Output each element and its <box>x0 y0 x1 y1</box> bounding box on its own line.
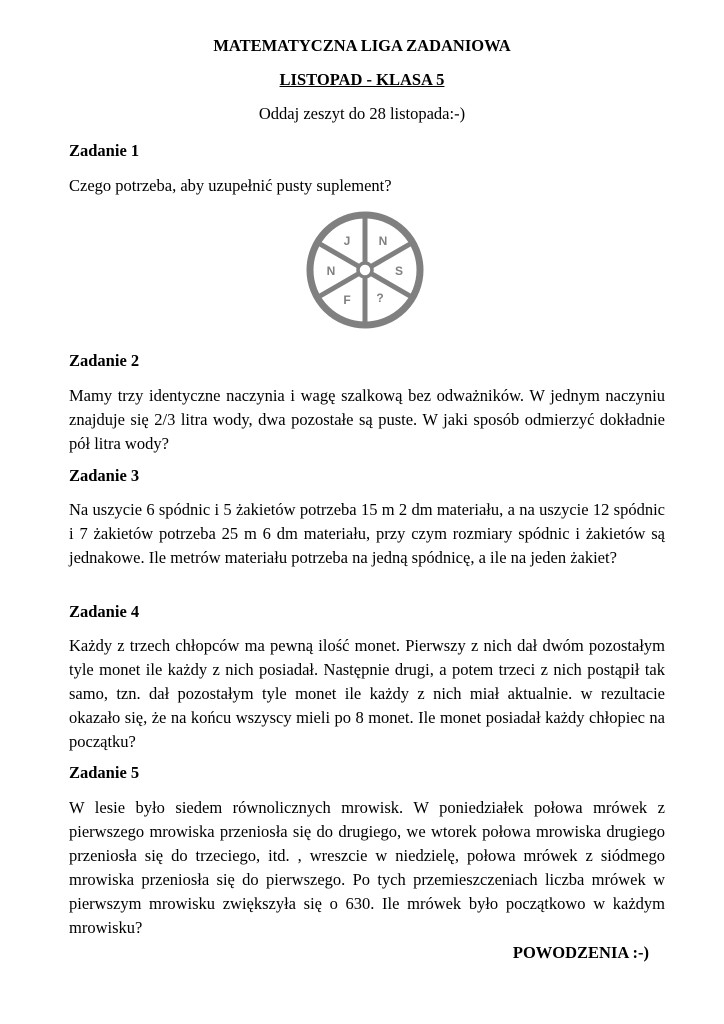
task-5-heading: Zadanie 5 <box>69 763 140 782</box>
task-2-text: Mamy trzy identyczne naczynia i wagę szalkową bez odważników. W jednym naczyniu znajduje się 2/3 litra wody, dwa pozostałe są puste. W jaki sposób odmierzyć dokładnie pół litra wody? <box>69 386 665 453</box>
wheel-hub <box>358 263 372 277</box>
task-5-text: W lesie było siedem równolicznych mrowisk. W poniedziałek połowa mrówek z pierwszego mrowiska przeniosła się do drugiego, we wtorek połowa mrowiska drugiego przeniosła się do trzeciego, itd. , wreszcie w niedzielę, połowa mrówek z siódmego mrowiska przeniosła się do pierwszego. Po tych przemieszczeniach liczba mrówek w pierwszym mrowisku zwiększyła się o 630. Ile mrówek było początkowo w każdym mrowisku? <box>69 798 665 937</box>
wheel-letter-2: N <box>378 234 388 248</box>
task-3-heading: Zadanie 3 <box>69 466 140 485</box>
wheel-letter-5: F <box>343 293 351 307</box>
task-4-heading: Zadanie 4 <box>69 602 140 621</box>
task-3-text: Na uszycie 6 spódnic i 5 żakietów potrzeba 15 m 2 dm materiału, a na uszycie 12 spódnic i 7 żakietów potrzeba 25 m 6 dm materiału, przy czym rozmiary spódnic i żakietów są jednakowe. Ile metrów materiału potrzeba na jedną spódnicę, a ile na jeden żakiet? <box>69 500 665 567</box>
wheel-letter-1: J <box>343 234 351 248</box>
deadline-note: Oddaj zeszyt do 28 listopada:-) <box>258 104 466 123</box>
task-2-heading: Zadanie 2 <box>69 351 140 370</box>
task-1-heading: Zadanie 1 <box>69 141 140 160</box>
task-4-text: Każdy z trzech chłopców ma pewną ilość monet. Pierwszy z nich dał dwóm pozostałym tyle monet ile każdy z nich posiadał. Następnie drugi, a potem trzeci z nich postąpił tak samo, tzn. dał pozostałym tyle monet ile każdy z nich miał aktualnie. w rezultacie okazało się, że na końcu wszyscy mieli po 8 monet. Ile monet posiadał każdy chłopiec na początku? <box>69 636 665 751</box>
wheel-letter-3: S <box>394 264 404 278</box>
closing-text: POWODZENIA :-) <box>512 943 649 962</box>
document-title: MATEMATYCZNA LIGA ZADANIOWA <box>213 36 511 55</box>
task-1-text: Czego potrzeba, aby uzupełnić pusty suplement? <box>69 176 392 195</box>
document-subtitle: LISTOPAD - KLASA 5 <box>279 70 445 89</box>
wheel-letter-4: ? <box>376 291 384 305</box>
wheel-letter-6: N <box>326 264 336 278</box>
letter-wheel-diagram <box>304 209 426 331</box>
